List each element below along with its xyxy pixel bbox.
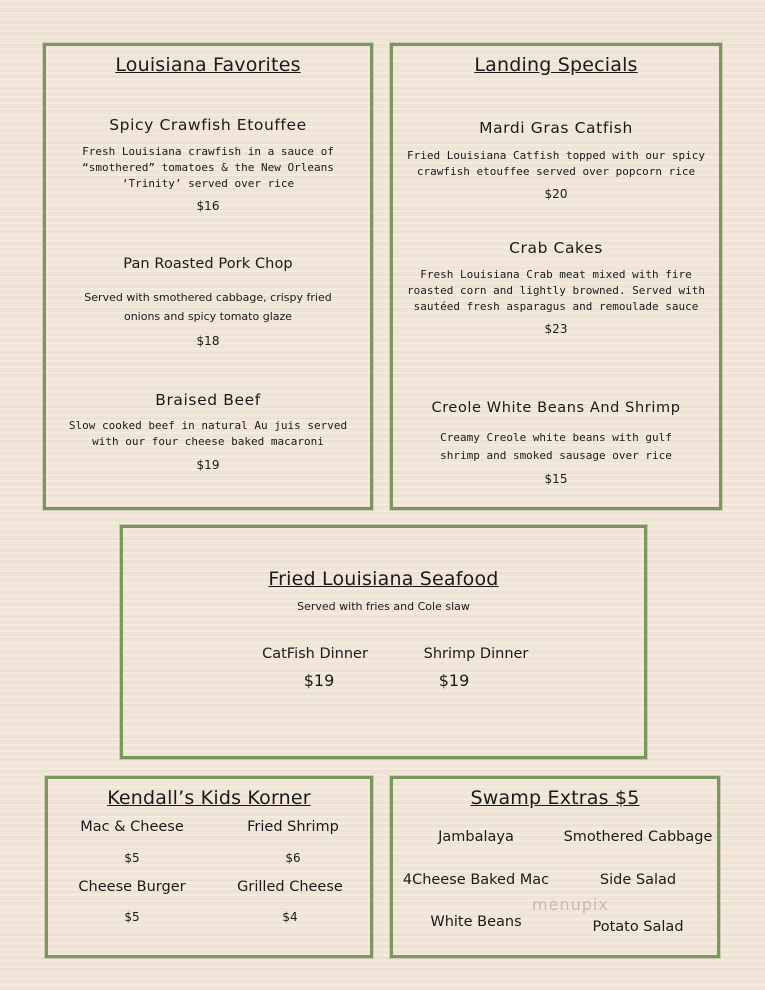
extra-item: 4Cheese Baked Mac: [402, 872, 550, 888]
menu-item-description: Fried Louisiana Catfish topped with our spicy crawfish etouffee served over popcorn rice: [407, 149, 706, 178]
menu-item-price: $23: [544, 322, 568, 336]
menu-item-name: Spicy Crawfish Etouffee: [109, 116, 307, 134]
fried-seafood-panel: [120, 525, 647, 759]
menupix-watermark: menupix: [532, 895, 609, 914]
menu-item-name: Mardi Gras Catfish: [479, 119, 633, 137]
menu-item-price: $16: [196, 199, 220, 213]
seafood-dinner-price: $19: [303, 671, 335, 690]
landing-specials-title: Landing Specials: [474, 54, 638, 76]
extra-item: Smothered Cabbage: [563, 829, 713, 845]
kids-item-name: Grilled Cheese: [237, 879, 343, 895]
kids-item-price: $5: [124, 910, 140, 924]
menu-item-name: Crab Cakes: [509, 239, 603, 257]
menu-item-price: $20: [544, 187, 568, 201]
kids-item-price: $6: [285, 851, 301, 865]
swamp-extras-panel: [390, 776, 720, 958]
menu-item-price: $19: [196, 458, 220, 472]
kids-item-price: $4: [282, 910, 298, 924]
menu-item-description: Slow cooked beef in natural Au juis served with our four cheese baked macaroni: [68, 419, 348, 448]
kids-item-name: Fried Shrimp: [247, 819, 339, 835]
kids-item-name: Mac & Cheese: [80, 819, 184, 835]
menu-item-description: Creamy Creole white beans with gulf shrimp and smoked sausage over rice: [440, 431, 672, 462]
fried-seafood-title: Fried Louisiana Seafood: [268, 568, 499, 590]
menu-item-name: Creole White Beans And Shrimp: [431, 400, 681, 416]
louisiana-favorites-panel: [43, 43, 373, 510]
fried-seafood-subtitle: Served with fries and Cole slaw: [297, 600, 470, 613]
extra-item: Side Salad: [599, 872, 677, 888]
menu-item-description: Served with smothered cabbage, crispy fried onions and spicy tomato glaze: [84, 291, 332, 323]
landing-specials-panel: [390, 43, 722, 510]
extra-item: White Beans: [430, 914, 522, 930]
menu-item-name: Pan Roasted Pork Chop: [123, 256, 293, 272]
swamp-extras-title: Swamp Extras $5: [470, 787, 640, 809]
kids-korner-title: Kendall’s Kids Korner: [107, 787, 311, 809]
kids-korner-panel: [45, 776, 373, 958]
menu-item-description: Fresh Louisiana crawfish in a sauce of “smothered” tomatoes & the New Orleans ‘Trinity’ served over rice: [82, 145, 334, 190]
kids-item-name: Cheese Burger: [78, 879, 186, 895]
menu-item-description: Fresh Louisiana Crab meat mixed with fire roasted corn and lightly browned. Served with sautéed fresh asparagus and remoulade sauce: [406, 268, 705, 313]
seafood-dinner-name: Shrimp Dinner: [423, 646, 529, 662]
seafood-dinner-name: CatFish Dinner: [262, 646, 368, 662]
menu-item-price: $18: [196, 334, 220, 348]
kids-item-price: $5: [124, 851, 140, 865]
seafood-dinner-price: $19: [438, 671, 470, 690]
menu-item-price: $15: [544, 472, 568, 486]
extra-item: Jambalaya: [438, 829, 514, 845]
extra-item: Potato Salad: [592, 919, 684, 935]
louisiana-favorites-title: Louisiana Favorites: [115, 54, 301, 76]
menu-item-name: Braised Beef: [155, 391, 261, 409]
